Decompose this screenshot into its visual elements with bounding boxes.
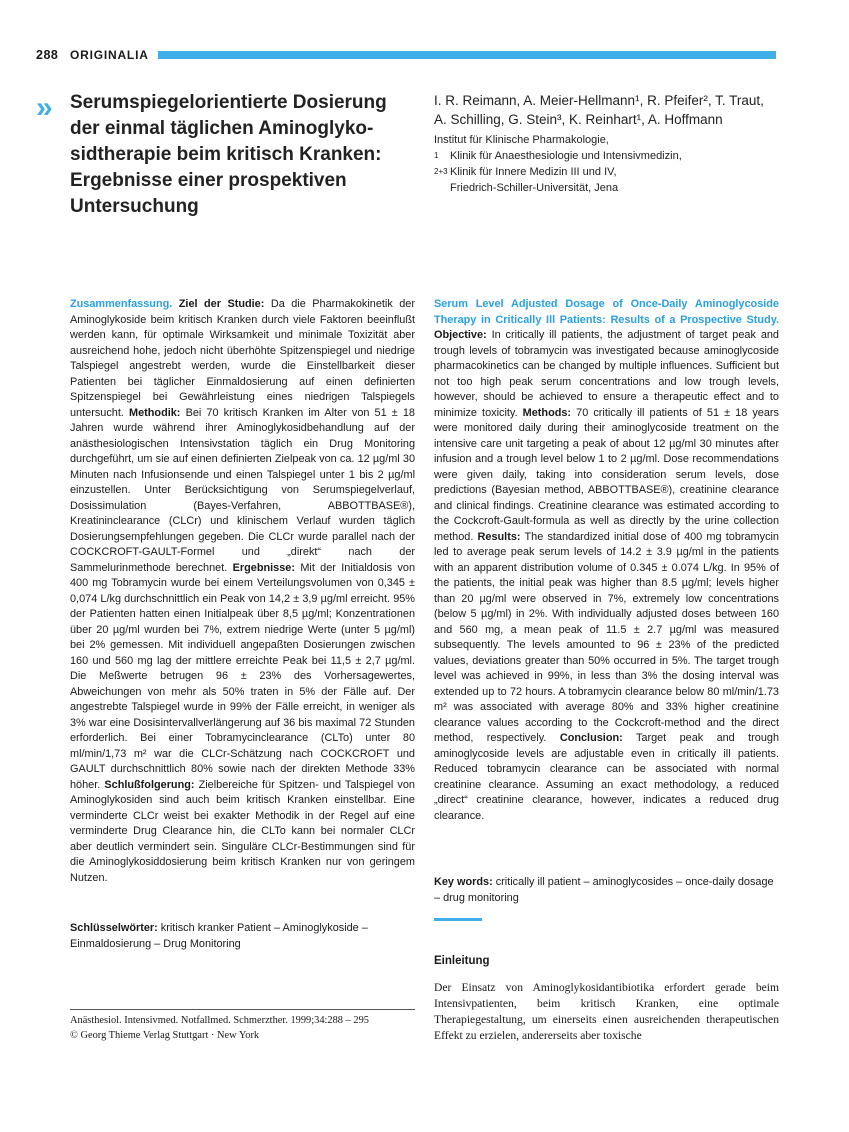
running-header (36, 44, 776, 66)
abstract-de-conclusion: Zielbereiche für Spitzen- und Talspiegel von Aminoglykosiden sind auch beim kritisch Kranken einstellbar. Eine verminderte CLCr weist bei exakter Methodik in der Regel auf eine verminderte Drug Clearance hin, die CLTo kann bei normaler CLCr aber deutlich vermindert sein. Singuläre CLCr-Bestimmungen sind für die Aminoglykosiddosierung beim kritisch Kranken nur von geringem Nutzen. (70, 778, 415, 884)
article-title: Serumspiegelorientierte Dosierung der einmal täglichen Aminoglyko-sidtherapie beim kritisch Kranken: Ergebnisse einer prospektiven Untersuchung (70, 92, 387, 217)
abstract-en-label-results: Results: (477, 530, 521, 543)
authors-line-2: A. Schilling, G. Stein³, K. Reinhart¹, A. Hoffmann (434, 112, 723, 127)
footer-citation: Anästhesiol. Intensivmed. Notfallmed. Schmerzther. 1999;34:288 – 295 (70, 1015, 369, 1026)
abstract-en-objective: In critically ill patients, the adjustment of target peak and trough levels of tobramycin was investigated because aminoglycoside pharmacokinetics can be changed by multiple influences. Sufficient but not too high peak serum concentrations and low trough levels, however, should be achieved to ensure a therapeutic effect and to minimize toxicity. (434, 329, 779, 419)
abstract-de-label-methods: Methodik: (129, 406, 181, 419)
keywords-de-text: kritisch kranker Patient – Aminoglykoside – Einmaldosierung – Drug Monitoring (70, 922, 368, 950)
affiliation-1: Klinik für Anaesthesiologie und Intensivmedizin, (450, 150, 682, 162)
abstract-en-label-objective: Objective: (434, 329, 487, 341)
keywords-de-label: Schlüsselwörter: (70, 922, 158, 934)
intro-heading: Einleitung (434, 955, 490, 967)
abstract-de-label-aim: Ziel der Studie: (178, 298, 265, 310)
section-label: ORIGINALIA (70, 48, 149, 62)
affiliation-main: Institut für Klinische Pharmakologie, (434, 134, 609, 146)
abstract-en-results: The standardized initial dose of 400 mg tobramycin led to average peak serum levels of 14.2 ± 3.9 µg/ml in the patients with an apparent distribution volume of 0.345 ± 0.074 L/kg. In 95% of the patients, the initial peak was higher than 8.5 µg/ml; levels higher than 20 µg/ml were observed in 7%, extremely low concentrations (below 5 µg/ml) in 2%. With individually adjusted doses between 160 and 560 mg, a mean peak of 11.5 ± 2.7 µg/ml was measured subsequently. The levels amounted to 96 ± 23% of the predicted values, deviations greater than 50% occurred in 5%. The target trough level was achieved in 99%, in less than 3% the dosing interval was extended up to 72 hours. A tobramycin clearance below 80 ml/min/1.73 m² was associated with average 80% and 33% higher creatinine clearance values according to the Cockcroft-method and the direct method, respectively. (434, 530, 779, 744)
affiliation-2: Klinik für Innere Medizin III und IV, (450, 166, 617, 178)
abstract-en-methods: 70 critically ill patients of 51 ± 18 years were monitored daily during their aminoglycoside treatment on the intensive care unit targeting a peak of about 12 µg/ml 30 minutes after infusion and a trough level below 1 to 2 µg/ml. Dose recommendations were given daily, taking into consideration serum levels, dose predictions (Bayesian method, ABBOTTBASE®), creatinine clearance and clinical findings. Creatinine clearance was estimated according to the Cockcroft-Gault-formula as well as directly by the urine collection method. (434, 406, 779, 543)
footer-publisher: © Georg Thieme Verlag Stuttgart · New York (70, 1030, 260, 1041)
abstract-english (434, 297, 779, 824)
abstract-de-aim: Da die Pharmakokinetik der Aminoglykoside beim kritisch Kranken durch viele Faktoren beeinflußt werden kann, für optimale Wirksamkeit und minimale Toxizität aber ausreichend hohe, jedoch nicht überhöhte Spitzenspiegel und niedrige Talspiegel angestrebt werden, wurde die Einstellbarkeit dieser Patienten bei täglicher Einmaldosierung auf einen definierten Spitzenspiegel bei Gewährleistung eines niedrigen Talspiegels untersucht. (70, 298, 415, 419)
keywords-en-label: Key words: (434, 876, 493, 888)
footer-citation-block (70, 1013, 415, 1043)
section-divider (434, 918, 482, 921)
intro-paragraph: Der Einsatz von Aminoglykosidantibiotika erfordert gerade beim Intensivpatienten, beim kritisch Kranken, eine optimale Therapiegestaltung, um einerseits einen ausreichenden therapeutischen Effekt zu erzielen, andererseits aber toxische (434, 981, 779, 1042)
abstract-en-conclusion: Target peak and trough aminoglycoside levels are adjustable even in critically ill patients. Reduced tobramycin clearance can be associated with normal creatinine clearance. Assuming an exact methodology, a reduced „direct“ creatinine clearance, however, indicates a reduced drug clearance. (434, 732, 779, 822)
keywords-german (70, 921, 415, 952)
authors-line-1: I. R. Reimann, A. Meier-Hellmann¹, R. Pfeifer², T. Traut, (434, 93, 764, 108)
affiliation-marker-1: 1 (434, 151, 439, 160)
author-list (434, 91, 794, 129)
keywords-english (434, 875, 779, 906)
abstract-de-results: Mit der Initialdosis von 400 mg Tobramycin wurde bei einem Verteilungsvolumen von 0,345 ± 0,074 L/kg durchschnittlich ein Peak von 14,2 ± 3,9 µg/ml erreicht. 95% der Patienten hatten einen Initialpeak über 8,5 µg/ml; Konzentrationen über 20 µg/ml wurden bei 7%, extrem niedrige Werte (unter 5 µg/ml) bei 2% gemessen. Mit individuell angepaßten Dosierungen zwischen 160 und 560 mg lag der mittlere erreichte Peak bei 11,5 ± 2,7 µg/ml. Die Meßwerte betrugen 96 ± 23% des Vorhersagewertes, Abweichungen von mehr als 50% traten in 5% der Fälle auf. Der angestrebte Talspiegel wurde in 99% der Fälle erreicht, in weniger als 3% war eine Dosisintervallverlängerung auf 36 bis maximal 72 Stunden erforderlich. Bei einer Tobramycinclearance (CLTo) unter 80 ml/min/1,73 m² war die CLCr-Schätzung nach COCKCROFT und GAULT durchschnittlich 80% sowie nach der direkten Methode 33% höher. (70, 561, 415, 791)
abstract-de-methods: Bei 70 kritisch Kranken im Alter von 51 ± 18 Jahren wurde während ihrer Aminoglykosidbehandlung auf der anästhesiologischen Intensivstation täglich ein Drug Monitoring durchgeführt, um sie auf einen definierten Zielpeak von ca. 12 µg/ml 30 Minuten nach Infusionsende und einen Talspiegel unter 1 bis 2 µg/ml einzustellen. Unter Berücksichtigung von Serumspiegelverlauf, Dosissimulation (Bayes-Verfahren, ABBOTTBASE®), Kreatininclearance (CLCr) und klinischem Verlauf wurden täglich Dosierungsempfehlungen gegeben. Die CLCr wurde parallel nach der COCKCROFT-GAULT-Formel und „direkt“ nach der Sammelurinmethode berechnet. (70, 406, 415, 574)
abstract-de-label-conclusion: Schlußfolgerung: (104, 778, 195, 791)
abstract-de-label-results: Ergebnisse: (232, 561, 295, 574)
quote-mark-icon: » (36, 91, 49, 124)
abstract-german (70, 297, 415, 886)
affiliation-marker-2: 2+3 (434, 167, 448, 176)
abstract-de-heading: Zusammenfassung. (70, 298, 173, 310)
header-bar (158, 51, 776, 59)
keywords-en-text: critically ill patient – aminoglycosides – once-daily dosage – drug monitoring (434, 876, 774, 904)
page-number: 288 (36, 48, 59, 62)
abstract-en-label-conclusion: Conclusion: (559, 732, 623, 744)
affiliations (434, 132, 794, 196)
abstract-en-heading: Serum Level Adjusted Dosage of Once-Daily Aminoglycoside Therapy in Critically Ill Patients: Results of a Prospective Study. (434, 298, 779, 326)
abstract-en-label-methods: Methods: (522, 406, 572, 419)
footer-rule (70, 1009, 415, 1010)
affiliation-3: Friedrich-Schiller-Universität, Jena (450, 182, 619, 194)
